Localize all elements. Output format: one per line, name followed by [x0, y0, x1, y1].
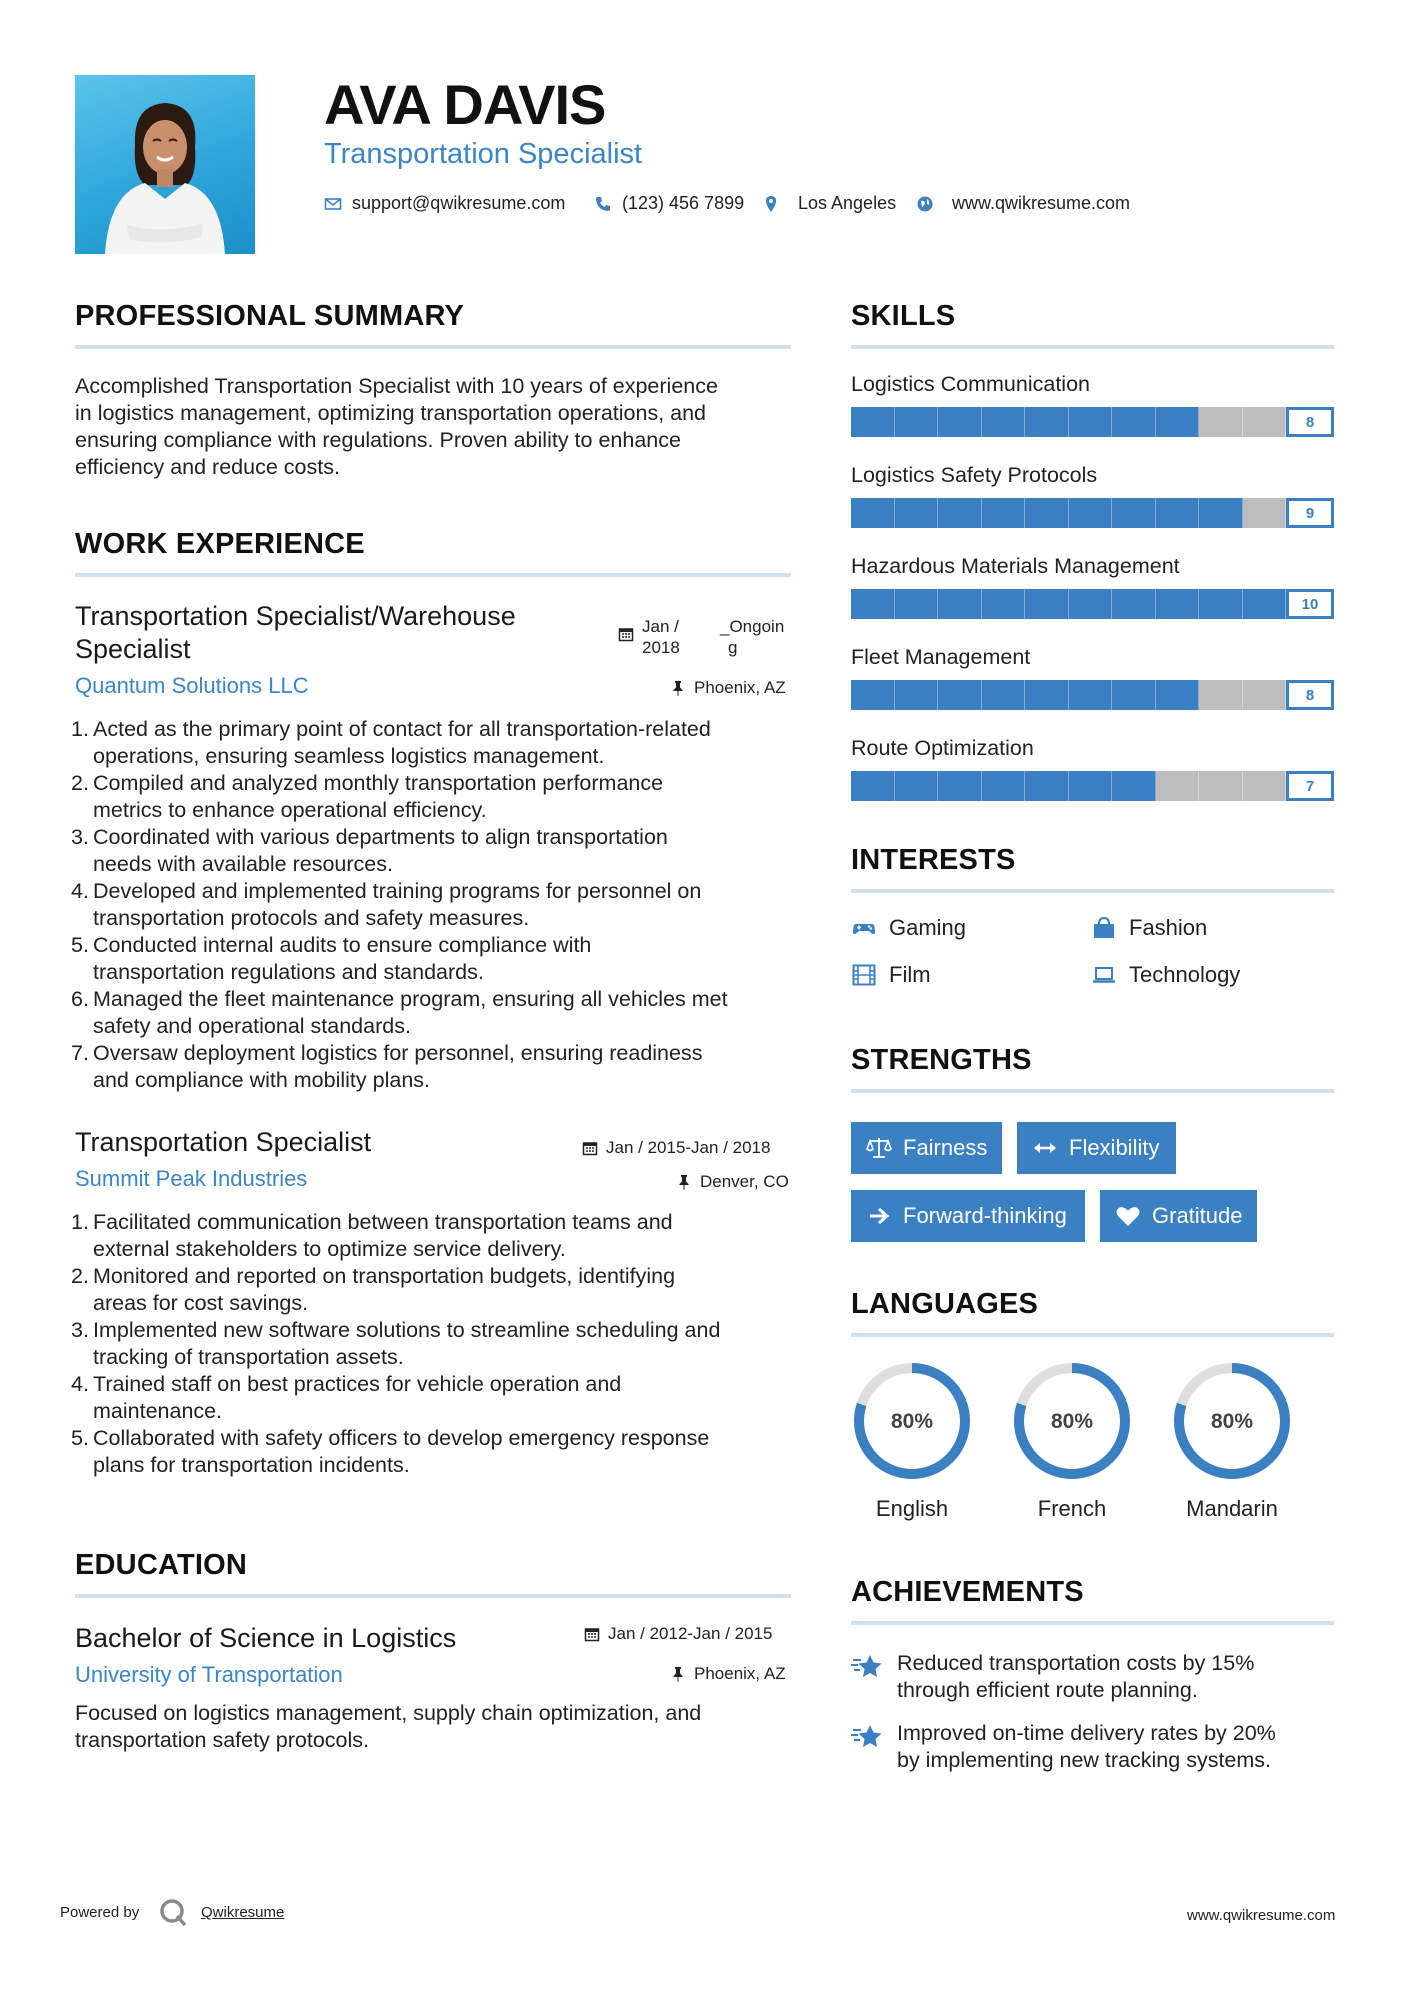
languages-heading: LANGUAGES [851, 1288, 1039, 1320]
skill-bar-segment [1025, 771, 1069, 801]
skill-level-bar [851, 498, 1286, 528]
degree-title: Bachelor of Science in Logistics [75, 1623, 457, 1653]
language-name: Mandarin [1186, 1496, 1278, 1521]
interests-divider [851, 889, 1334, 893]
duty-text-line: safety and operational standards. [93, 1014, 411, 1038]
skill-bar-segment [851, 680, 895, 710]
company-name: Summit Peak Industries [75, 1166, 308, 1191]
phone-text: (123) 456 7899 [622, 193, 745, 213]
phone-icon [594, 195, 612, 213]
education-divider [75, 1594, 791, 1598]
skill-bar-segment [982, 498, 1026, 528]
skill-label: Logistics Communication [851, 372, 1090, 396]
skill-bar-segment [851, 589, 895, 619]
skill-bar-segment [982, 771, 1026, 801]
job-dates: Jan / 2018 _Ongoin g [618, 616, 784, 658]
strength-forward-thinking: Forward-thinking [851, 1190, 1085, 1242]
qwikresume-logo-icon [158, 1897, 188, 1927]
duty-text-line: maintenance. [93, 1399, 223, 1423]
qwikresume-link[interactable]: Qwikresume [201, 1904, 285, 1921]
skill-bar-segment [851, 407, 895, 437]
skill-bar-segment [1069, 589, 1113, 619]
skill-item [851, 372, 1334, 437]
skill-bar-segment [1156, 771, 1200, 801]
language-name: English [875, 1496, 949, 1521]
website-text: www.qwikresume.com [952, 193, 1131, 213]
skill-bar-segment [938, 407, 982, 437]
skill-bar-segment [1112, 498, 1156, 528]
skill-score: 10 [1286, 589, 1334, 619]
duty-item [71, 1317, 805, 1371]
email-text: support@qwikresume.com [352, 193, 566, 213]
duty-text-line: Oversaw deployment logistics for personnel, ensuring readiness [93, 1041, 703, 1065]
duty-text-line: transportation protocols and safety measures. [93, 906, 530, 930]
summary-divider [75, 345, 791, 349]
duty-number: 5. [71, 933, 89, 957]
skill-bar-segment [1025, 407, 1069, 437]
skill-bar-segment [1199, 680, 1243, 710]
skill-bar-segment [1156, 589, 1200, 619]
skill-bar-segment [1243, 771, 1287, 801]
duty-text-line: external stakeholders to optimize service delivery. [93, 1237, 566, 1261]
achievement-item: Reduced transportation costs by 15% through efficient route planning. [851, 1650, 1254, 1704]
duty-text-line: and compliance with mobility plans. [93, 1068, 430, 1092]
contact-email[interactable] [324, 193, 565, 214]
company-name: Quantum Solutions LLC [75, 673, 309, 698]
balance-scale-icon [865, 1134, 893, 1162]
job-location: Denver, CO [676, 1172, 789, 1192]
calendar-icon [582, 1140, 598, 1156]
powered-by-text: Powered by [60, 1904, 140, 1921]
duty-item [71, 1209, 805, 1263]
duty-number: 2. [71, 1264, 89, 1288]
shopping-bag-icon [1091, 915, 1117, 941]
duty-item [71, 1040, 805, 1094]
duty-number: 4. [71, 879, 89, 903]
skill-bar-segment [1069, 771, 1113, 801]
summary-text: Accomplished Transportation Specialist with 10 years of experience in logistics management, optimizing transportation operations, and ensuring compliance with regulations. Proven ability to enhance efficiency and reduce costs. [75, 374, 718, 479]
interest-gaming: Gaming [851, 915, 966, 941]
duty-number: 7. [71, 1041, 89, 1065]
map-pin-icon [762, 195, 780, 213]
duty-text-line: Trained staff on best practices for vehicle operation and [93, 1372, 622, 1396]
education-heading: EDUCATION [75, 1549, 248, 1581]
duty-number: 1. [71, 1210, 89, 1234]
envelope-icon [324, 195, 342, 213]
skill-bar-segment [1199, 589, 1243, 619]
duty-number: 5. [71, 1426, 89, 1450]
skill-bar-segment [982, 589, 1026, 619]
skill-bar-segment [1069, 680, 1113, 710]
duty-text-line: operations, ensuring seamless logistics management. [93, 744, 605, 768]
skill-bar-segment [1112, 771, 1156, 801]
duty-text-line: Monitored and reported on transportation budgets, identifying [93, 1264, 676, 1288]
skill-bar-segment [938, 680, 982, 710]
skill-score: 8 [1286, 680, 1334, 710]
skill-bar-segment [1112, 589, 1156, 619]
film-icon [851, 962, 877, 988]
skill-bar-segment [895, 680, 939, 710]
skill-item [851, 554, 1334, 619]
skill-item [851, 736, 1334, 801]
double-arrow-icon [1031, 1134, 1059, 1162]
skill-label: Route Optimization [851, 736, 1034, 760]
achievements-heading: ACHIEVEMENTS [851, 1576, 1084, 1608]
duty-item [71, 770, 805, 824]
summary-heading: PROFESSIONAL SUMMARY [75, 300, 465, 332]
skill-bar-segment [1243, 407, 1287, 437]
languages-list [851, 1360, 1334, 1530]
education-location: Phoenix, AZ [670, 1664, 786, 1684]
duty-number: 2. [71, 771, 89, 795]
skill-bar-segment [851, 498, 895, 528]
skill-label: Fleet Management [851, 645, 1031, 669]
skill-bar-segment [1112, 407, 1156, 437]
candidate-title: Transportation Specialist [324, 138, 643, 170]
skill-bar-segment [895, 498, 939, 528]
language-item [842, 1360, 982, 1522]
skill-bar-segment [1112, 680, 1156, 710]
skill-bar-segment [895, 771, 939, 801]
skill-bar-segment [1025, 498, 1069, 528]
contact-phone[interactable] [594, 193, 744, 214]
gamepad-icon [851, 915, 877, 941]
skill-level-bar [851, 771, 1286, 801]
skill-level-bar [851, 680, 1286, 710]
language-percent: 80% [1210, 1410, 1254, 1433]
skill-bar-segment [1199, 407, 1243, 437]
duty-number: 1. [71, 717, 89, 741]
job-duties-list [71, 716, 805, 1094]
language-percent: 80% [1050, 1410, 1094, 1433]
skill-bar-segment [1069, 407, 1113, 437]
duty-text-line: areas for cost savings. [93, 1291, 309, 1315]
skill-bar-segment [1156, 680, 1200, 710]
experience-divider [75, 573, 791, 577]
footer-website[interactable]: www.qwikresume.com [1187, 1907, 1336, 1924]
job-location: Phoenix, AZ [670, 678, 786, 698]
strengths-divider [851, 1089, 1334, 1093]
star-award-icon [851, 1722, 883, 1752]
skills-heading: SKILLS [851, 300, 956, 332]
duty-text-line: plans for transportation incidents. [93, 1453, 410, 1477]
skill-bar-segment [1199, 498, 1243, 528]
job-title: Transportation Specialist/Warehouse Specialist [75, 601, 516, 664]
pushpin-icon [670, 680, 686, 696]
strength-flexibility: Flexibility [1017, 1122, 1176, 1174]
duty-item [71, 824, 805, 878]
duty-text-line: Implemented new software solutions to streamline scheduling and [93, 1318, 721, 1342]
language-item [1162, 1360, 1302, 1522]
education-description: Focused on logistics management, supply chain optimization, and transportation safety protocols. [75, 1701, 702, 1752]
duty-number: 6. [71, 987, 89, 1011]
calendar-icon [584, 1626, 600, 1642]
skill-bar-segment [1025, 680, 1069, 710]
skill-bar-segment [1199, 771, 1243, 801]
duty-item [71, 716, 805, 770]
strength-gratitude: Gratitude [1100, 1190, 1257, 1242]
duty-text-line: transportation regulations and standards. [93, 960, 484, 984]
candidate-name: AVA DAVIS [324, 73, 606, 136]
skill-bar-segment [1156, 407, 1200, 437]
duty-text-line: needs with available resources. [93, 852, 393, 876]
duty-item [71, 932, 805, 986]
contact-location [762, 193, 896, 214]
language-progress-ring [1011, 1360, 1133, 1482]
job-duties-list [71, 1209, 805, 1479]
skill-bar-segment [982, 680, 1026, 710]
interests-heading: INTERESTS [851, 844, 1016, 876]
strengths-heading: STRENGTHS [851, 1044, 1032, 1076]
skill-bar-segment [895, 407, 939, 437]
duty-text-line: Developed and implemented training programs for personnel on [93, 879, 702, 903]
duty-text-line: Facilitated communication between transportation teams and [93, 1210, 673, 1234]
duty-text-line: Collaborated with safety officers to develop emergency response [93, 1426, 710, 1450]
skill-bar-segment [938, 498, 982, 528]
duty-number: 3. [71, 825, 89, 849]
duty-text-line: Acted as the primary point of contact for all transportation-related [93, 717, 711, 741]
skill-bar-segment [895, 589, 939, 619]
skill-score: 9 [1286, 498, 1334, 528]
skill-bar-segment [938, 589, 982, 619]
language-progress-ring [851, 1360, 973, 1482]
job-title: Transportation Specialist [75, 1127, 372, 1157]
skill-bar-segment [1025, 589, 1069, 619]
duty-item [71, 878, 805, 932]
duty-item [71, 1425, 805, 1479]
person-portrait [75, 75, 255, 254]
pushpin-icon [670, 1666, 686, 1682]
skill-label: Hazardous Materials Management [851, 554, 1180, 578]
interest-film: Film [851, 962, 931, 988]
education-dates: Jan / 2012-Jan / 2015 [584, 1624, 772, 1644]
interest-fashion: Fashion [1091, 915, 1207, 941]
language-name: French [1037, 1496, 1107, 1521]
achievement-item: Improved on-time delivery rates by 20% by implementing new tracking systems. [851, 1720, 1276, 1774]
calendar-icon [618, 626, 634, 642]
skill-score: 8 [1286, 407, 1334, 437]
duty-text-line: Managed the fleet maintenance program, ensuring all vehicles met [93, 987, 728, 1011]
arrow-right-icon [865, 1202, 893, 1230]
duty-text-line: Coordinated with various departments to align transportation [93, 825, 668, 849]
duty-text-line: tracking of transportation assets. [93, 1345, 404, 1369]
languages-divider [851, 1333, 1334, 1337]
language-item [1002, 1360, 1142, 1522]
star-award-icon [851, 1652, 883, 1682]
skill-label: Logistics Safety Protocols [851, 463, 1098, 487]
language-percent: 80% [890, 1410, 934, 1433]
heart-icon [1114, 1202, 1142, 1230]
skill-bar-segment [1243, 589, 1287, 619]
experience-heading: WORK EXPERIENCE [75, 528, 365, 560]
language-progress-ring [1171, 1360, 1293, 1482]
duty-item [71, 986, 805, 1040]
achievements-divider [851, 1621, 1334, 1625]
interest-technology: Technology [1091, 962, 1240, 988]
skills-list [851, 372, 1334, 801]
skill-bar-segment [982, 407, 1026, 437]
school-name: University of Transportation [75, 1662, 343, 1687]
duty-text-line: Conducted internal audits to ensure compliance with [93, 933, 592, 957]
skill-level-bar [851, 407, 1286, 437]
skill-bar-segment [1156, 498, 1200, 528]
strength-fairness: Fairness [851, 1122, 1002, 1174]
skill-bar-segment [1243, 498, 1287, 528]
skill-item [851, 463, 1334, 528]
skill-score: 7 [1286, 771, 1334, 801]
globe-icon [916, 195, 934, 213]
pushpin-icon [676, 1174, 692, 1190]
duty-text-line: metrics to enhance operational efficiency. [93, 798, 487, 822]
skill-bar-segment [1243, 680, 1287, 710]
duty-number: 4. [71, 1372, 89, 1396]
skills-divider [851, 345, 1334, 349]
duty-item [71, 1371, 805, 1425]
job-dates: Jan / 2015-Jan / 2018 [582, 1138, 770, 1158]
duty-text-line: Compiled and analyzed monthly transportation performance [93, 771, 664, 795]
skill-bar-segment [938, 771, 982, 801]
profile-photo [75, 75, 255, 254]
duty-number: 3. [71, 1318, 89, 1342]
location-text: Los Angeles [798, 193, 897, 213]
laptop-icon [1091, 962, 1117, 988]
contact-website[interactable] [916, 193, 1130, 214]
duty-item [71, 1263, 805, 1317]
skill-bar-segment [851, 771, 895, 801]
skill-item [851, 645, 1334, 710]
skill-bar-segment [1069, 498, 1113, 528]
skill-level-bar [851, 589, 1286, 619]
